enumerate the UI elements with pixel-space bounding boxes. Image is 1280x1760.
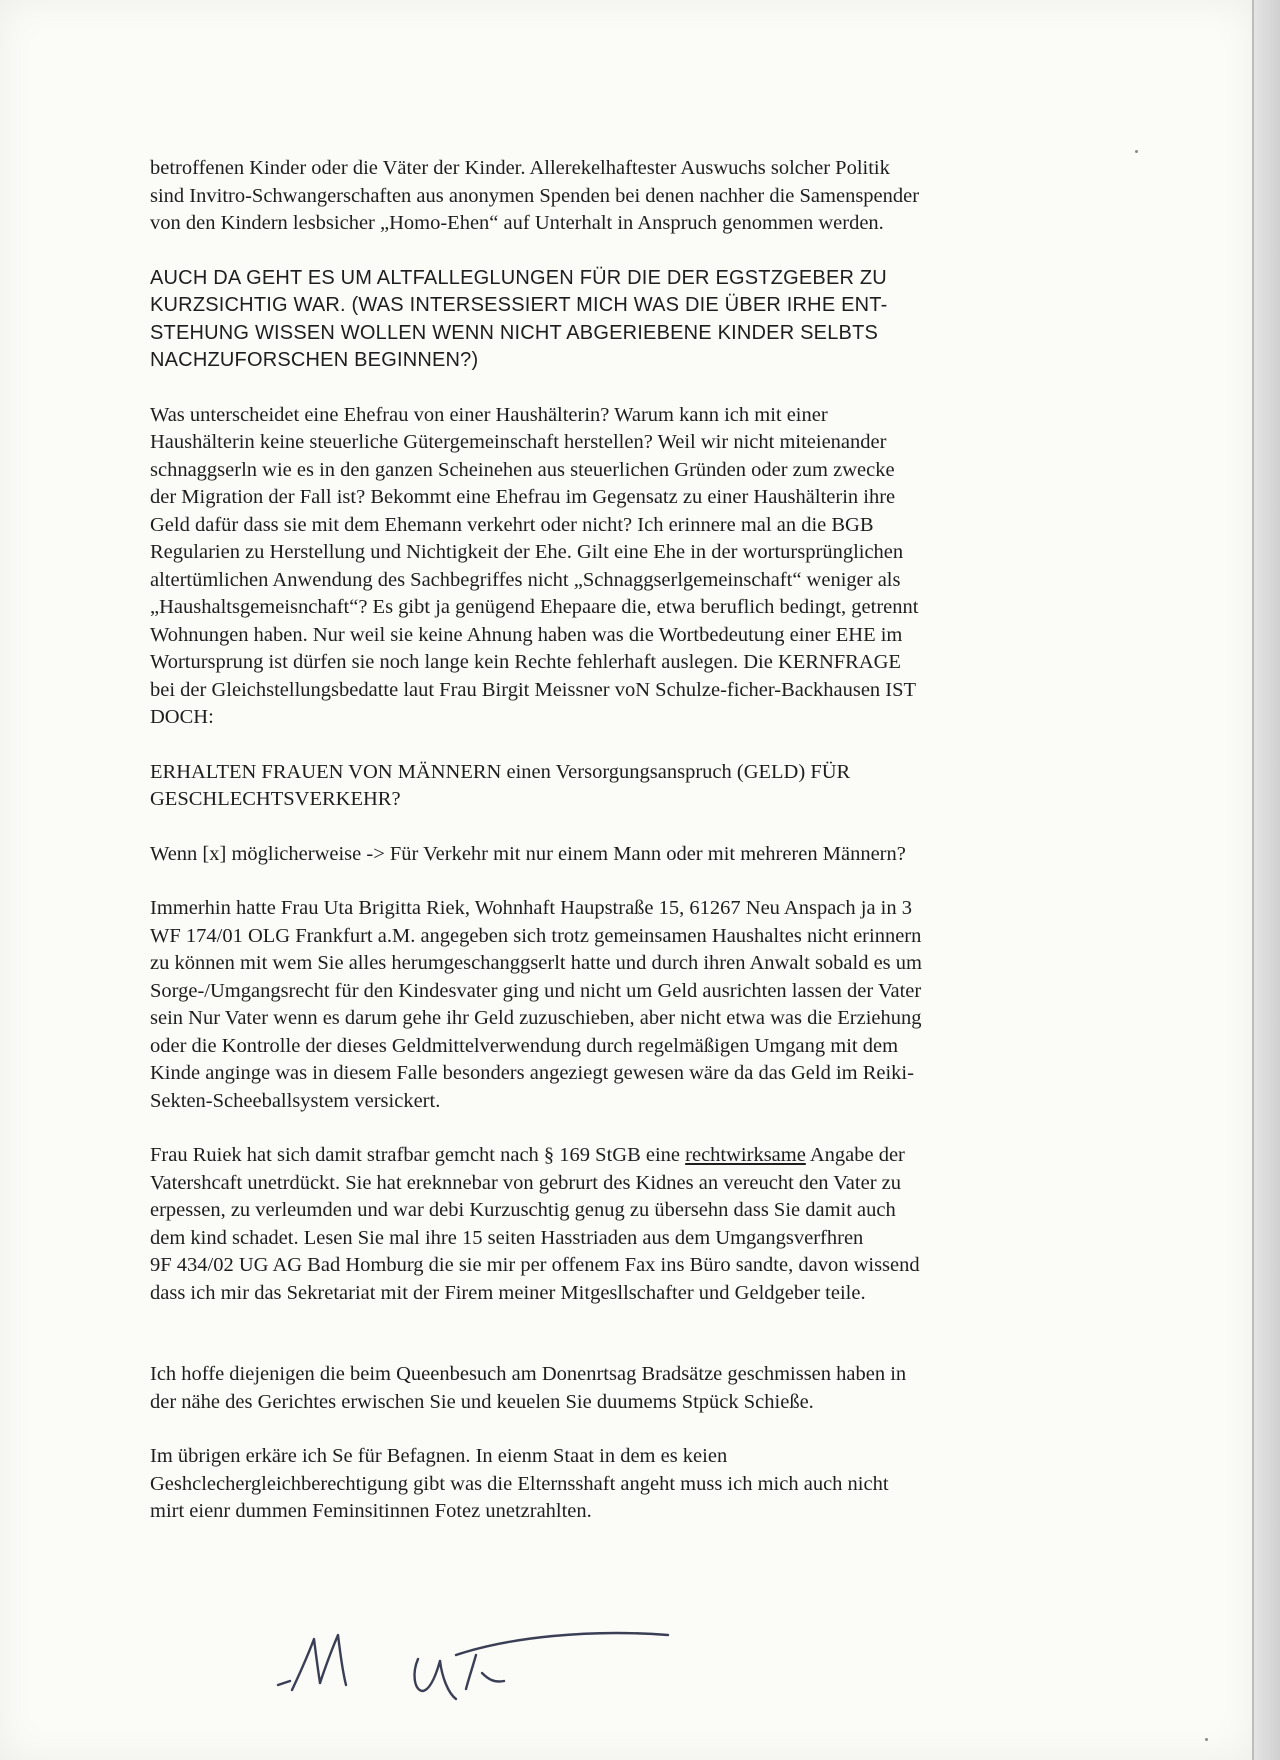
text-line: Wortursprung ist dürfen sie noch lange kein Rechte fehlerhaft auslegen. Die KERNFRAGE <box>150 651 901 673</box>
text-line: schnaggserln wie es in den ganzen Scheinehen aus steuerlichen Gründen oder zum zwecke <box>150 458 895 481</box>
text-line: Was unterscheidet eine Ehefrau von einer Haushälterin? Warum kann ich mit einer <box>150 403 828 426</box>
scan-speck <box>1205 1738 1208 1741</box>
text-line: STEHUNG WISSEN WOLLEN WENN NICHT ABGERIEBENE KINDER SELBTS <box>150 321 879 344</box>
text-line: DOCH: <box>150 706 214 728</box>
text-line: KURZSICHTIG WAR. (WAS INTERSESSIERT MICH WAS DIE ÜBER IRHE ENT- <box>150 294 888 316</box>
text-segment: Frau Ruiek hat sich damit strafbar gemcht nach § 169 StGB eine <box>150 1144 686 1166</box>
text-line: WF 174/01 OLG Frankfurt a.M. angegeben sich trotz gemeinsamen Haushaltes nicht erinnern <box>150 924 922 947</box>
text-line: Im übrigen erkäre ich Se für Befagnen. In eienm Staat in dem es keien <box>150 1445 728 1467</box>
text-line: zu können mit wem Sie alles herumgeschanggserlt hatte und durch ihren Anwalt sobald es um <box>150 952 922 974</box>
text-line: Sekten-Scheeballsystem versickert. <box>150 1089 441 1112</box>
handwritten-signature-icon <box>270 1615 690 1705</box>
text-line: Immerhin hatte Frau Uta Brigitta Riek, Wohnhaft Haupstraße 15, 61267 Neu Anspach ja in 3 <box>150 897 913 919</box>
text-line: Sorge-/Umgangsrecht für den Kindesvater ging und nicht um Geld ausrichten lassen der Vater <box>150 979 922 1002</box>
paragraph-6 <box>150 895 1160 1115</box>
text-line: dass ich mir das Sekretariat mit der Firem meiner Mitgesllschafter und Geldgeber teile. <box>150 1281 866 1304</box>
text-line: Ich hoffe diejenigen die beim Queenbesuch am Donenrtsag Bradsätze geschmissen haben in <box>150 1363 907 1385</box>
paragraph-5 <box>150 841 1160 869</box>
text-line: der Migration der Fall ist? Bekommt eine Ehefrau im Gegensatz zu einer Haushälterin ihre <box>150 486 896 508</box>
text-line: Regularien zu Herstellung und Nichtigkeit der Ehe. Gilt eine Ehe in der wortursprünglichen <box>150 541 904 563</box>
scanner-margin <box>1254 0 1280 1760</box>
paragraph-4-kernfrage <box>150 759 1160 814</box>
paragraph-3 <box>150 402 1160 732</box>
text-line <box>150 1142 1160 1170</box>
text-line: 9F 434/02 UG AG Bad Homburg die sie mir per offenem Fax ins Büro sandte, davon wissend <box>150 1254 920 1276</box>
text-line: ERHALTEN FRAUEN VON MÄNNERN einen Versorgungsanspruch (GELD) FÜR <box>150 760 851 783</box>
text-line: Vatershcaft unetrdückt. Sie hat ereknnebar von gebrurt des Kidnes an vereucht den Vater zu <box>150 1171 902 1194</box>
text-line: betroffenen Kinder oder die Väter der Kinder. Allerekelhaftester Auswuchs solcher Politik <box>150 157 890 179</box>
letter-body <box>150 155 1160 1526</box>
text-line: oder die Kontrolle der dieses Geldmittelverwendung durch regelmäßigen Umgang mit dem <box>150 1034 899 1057</box>
text-line: NACHZUFORSCHEN BEGINNEN?) <box>150 349 479 371</box>
text-line: sein Nur Vater wenn es darum gehe ihr Geld zuzuschieben, aber nicht etwa was die Erziehung <box>150 1007 922 1029</box>
text-segment: Angabe der <box>805 1144 905 1166</box>
scan-speck <box>1135 150 1138 153</box>
text-line: „Haushaltsgemeisnchaft“? Es gibt ja genügend Ehepaare die, etwa beruflich bedingt, getrennt <box>150 596 919 618</box>
paragraph-8 <box>150 1361 1160 1416</box>
text-line: Geshclechergleichberechtigung gibt was die Elternsshaft angeht muss ich mich auch nicht <box>150 1472 889 1495</box>
text-line: der nähe des Gerichtes erwischen Sie und keuelen Sie duumems Stpück Schieße. <box>150 1390 814 1413</box>
text-line: altertümlichen Anwendung des Sachbegriffes nicht „Schnaggserlgemeinschaft“ weniger als <box>150 568 901 591</box>
paragraph-1 <box>150 155 1160 238</box>
paragraph-9 <box>150 1443 1160 1526</box>
text-line: von den Kindern lesbsicher „Homo-Ehen“ auf Unterhalt in Anspruch genommen werden. <box>150 212 884 234</box>
text-line: Wohnungen haben. Nur weil sie keine Ahnung haben was die Wortbedeutung einer EHE im <box>150 623 903 646</box>
text-line: Geld dafür dass sie mit dem Ehemann verkehrt oder nicht? Ich erinnere mal an die BGB <box>150 513 874 536</box>
text-line: Kinde anginge was in diesem Falle besonders angeziegt gewesen wäre da das Geld im Reiki- <box>150 1062 914 1084</box>
underlined-word: rechtwirksame <box>685 1144 806 1166</box>
text-line: GESCHLECHTSVERKEHR? <box>150 788 401 810</box>
paragraph-7 <box>150 1142 1160 1307</box>
text-line: bei der Gleichstellungsbedatte laut Frau Birgit Meissner voN Schulze-ficher-Backhausen IST <box>150 678 917 701</box>
text-line: sind Invitro-Schwangerschaften aus anonymen Spenden bei denen nachher die Samenspender <box>150 184 920 207</box>
text-line: Wenn [x] möglicherweise -> Für Verkehr mit nur einem Mann oder mit mehreren Männern? <box>150 842 906 865</box>
text-line: Haushälterin keine steuerliche Gütergemeinschaft herstellen? Weil wir nicht miteienander <box>150 431 887 453</box>
paragraph-2-capitals <box>150 265 1160 375</box>
text-line: dem kind schadet. Lesen Sie mal ihre 15 seiten Hasstriaden aus dem Umgangsverfhren <box>150 1226 864 1249</box>
text-line: AUCH DA GEHT ES UM ALTFALLEGLUNGEN FÜR DIE DER EGSTZGEBER ZU <box>150 266 887 289</box>
text-line: erpessen, zu verleumden und war debi Kurzuschtig genug zu übersehn dass Sie damit auch <box>150 1199 896 1221</box>
text-line: mirt eienr dummen Feminsitinnen Fotez unetzrahlten. <box>150 1500 592 1522</box>
